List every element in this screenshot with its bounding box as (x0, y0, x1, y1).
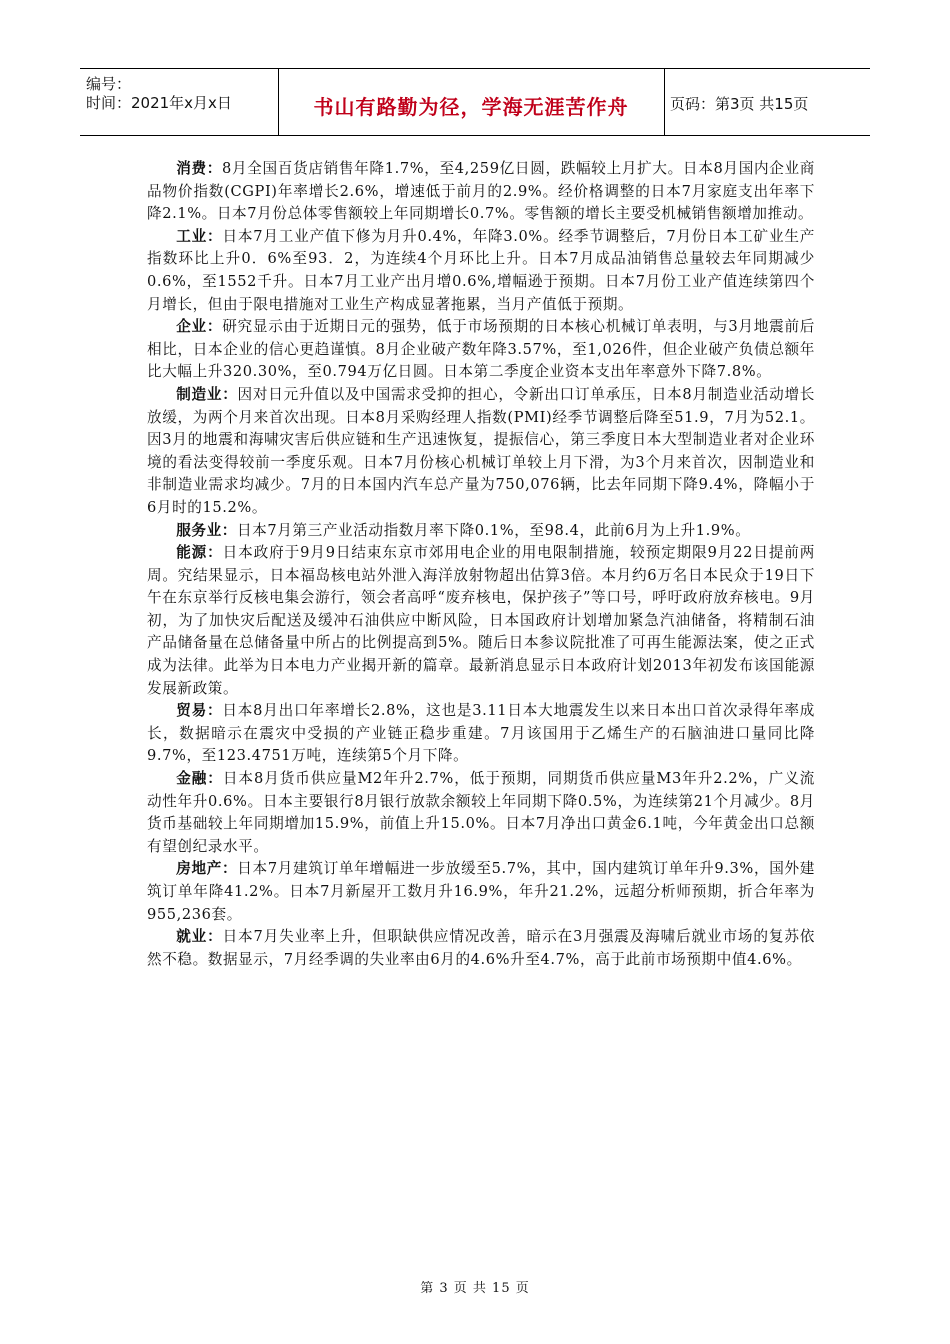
number-label: 编号： (86, 75, 132, 93)
paragraph-finance (147, 768, 815, 858)
header-meta (80, 69, 279, 135)
paragraph-text: 研究显示由于近期日元的强势，低于市场预期的日本核心机械订单表明，与3月地震前后相比，日本企业的信心更趋谨慎。8月企业破产数年降3.57%，至1,026件，但企业破产负债总额年比大幅上升320.30%，至0.794万亿日圆。日本第二季度企业资本支出年率意外下降7.8%。 (147, 318, 815, 381)
section-keyword: 就业： (176, 928, 223, 946)
paragraph-enterprise (147, 316, 815, 384)
section-keyword: 企业： (176, 318, 223, 336)
document-body (147, 158, 815, 971)
header-motto-cell (278, 69, 665, 135)
paragraph-manufacturing (147, 384, 815, 520)
section-keyword: 服务业： (176, 521, 237, 539)
paragraph-text: 日本7月第三产业活动指数月率下降0.1%，至98.4，此前6月为上升1.9%。 (236, 521, 751, 539)
motto: 书山有路勤为径，学海无涯苦作舟 (313, 95, 629, 119)
date-label: 时间：2021年x月x日 (86, 94, 232, 112)
section-keyword: 制造业： (176, 385, 238, 403)
paragraph-text: 因对日元升值以及中国需求受抑的担心，令新出口订单承压，日本8月制造业活动增长放缓，为两个月来首次出现。日本8月采购经理人指数(PMI)经季节调整后降至51.9，7月为52.1。因3月的地震和海啸灾害后供应链和生产迅速恢复，提振信心，第三季度日本大型制造业者对企业环境的看法变得较前一季度乐观。日本7月份核心机械订单较上月下滑，为3个月来首次，因制造业和非制造业需求均减少。7月的日本国内汽车总产量为750,076辆，比去年同期下降9.4%，降幅小于6月时的15.2%。 (147, 385, 815, 516)
paragraph-trade (147, 700, 815, 768)
section-keyword: 金融： (176, 770, 223, 788)
paragraph-text: 日本7月失业率上升，但职缺供应情况改善，暗示在3月强震及海啸后就业市场的复苏依然不稳。数据显示，7月经季调的失业率由6月的4.6%升至4.7%，高于此前市场预期中值4.6%。 (147, 928, 815, 968)
paragraph-text: 日本7月建筑订单年增幅进一步放缓至5.7%，其中，国内建筑订单年升9.3%，国外建筑订单年降41.2%。日本7月新屋开工数月升16.9%，年升21.2%，远超分析师预期，折合年率为955,236套。 (147, 860, 815, 923)
section-keyword: 消费： (176, 160, 223, 177)
paragraph-employment (147, 926, 815, 971)
paragraph-consumption (147, 158, 815, 226)
paragraph-services (147, 520, 815, 543)
page-header (80, 68, 870, 136)
paragraph-text: 日本8月货币供应量M2年升2.7%，低于预期，同期货币供应量M3年升2.2%，广义流动性年升0.6%。日本主要银行8月银行放款余额较上年同期下降0.5%，为连续第21个月减少。8月货币基础较上年同期增加15.9%，前值上升15.0%。日本7月净出口黄金6.1吨，今年黄金出口总额有望创纪录水平。 (147, 770, 815, 855)
page-number-label: 页码：第3页 共15页 (670, 95, 809, 113)
paragraph-text: 日本政府于9月9日结束东京市郊用电企业的用电限制措施，较预定期限9月22日提前两周。究结果显示，日本福岛核电站外泄入海洋放射物超出估算3倍。本月约6万名日本民众于19日下午在东京举行反核电集会游行，领会者高呼“废弃核电，保护孩子”等口号，呼吁政府放弃核电。9月初，为了加快灾后配送及缓冲石油供应中断风险，日本国政府计划增加紧急汽油储备，将精制石油产品储备量在总储备量中所占的比例提高到5%。随后日本参议院批准了可再生能源法案，使之正式成为法律。此举为日本电力产业揭开新的篇章。最新消息显示日本政府计划2013年初发布该国能源发展新政策。 (147, 544, 815, 697)
section-keyword: 房地产： (176, 860, 238, 878)
paragraph-industry (147, 226, 815, 316)
section-keyword: 工业： (176, 227, 223, 245)
header-page-cell (664, 69, 870, 135)
section-keyword: 贸易： (176, 702, 223, 720)
section-keyword: 能源： (176, 544, 223, 562)
page-footer: 第 3 页 共 15 页 (420, 1281, 530, 1296)
paragraph-energy (147, 542, 815, 700)
paragraph-text: 日本7月工业产值下修为月升0.4%，年降3.0%。经季节调整后，7月份日本工矿业生产指数环比上升0．6%至93．2，为连续4个月环比上升。日本7月成品油销售总量较去年同期减少0.6%，至1552千升。日本7月工业产出月增0.6%,增幅逊于预期。日本7月份工业产值连续第四个月增长，但由于限电措施对工业生产构成显著拖累，当月产值低于预期。 (147, 227, 815, 313)
paragraph-text: 8月全国百货店销售年降1.7%，至4,259亿日圆，跌幅较上月扩大。日本8月国内企业商品物价指数(CGPI)年率增长2.6%，增速低于前月的2.9%。经价格调整的日本7月家庭支出年率下降2.1%。日本7月份总体零售额较上年同期增长0.7%。零售额的增长主要受机械销售额增加推动。 (147, 160, 815, 223)
paragraph-text: 日本8月出口年率增长2.8%，这也是3.11日本大地震发生以来日本出口首次录得年率成长，数据暗示在震灾中受损的产业链正稳步重建。7月该国用于乙烯生产的石脑油进口量同比降9.7%，至123.4751万吨，连续第5个月下降。 (147, 702, 815, 765)
paragraph-real-estate (147, 858, 815, 926)
